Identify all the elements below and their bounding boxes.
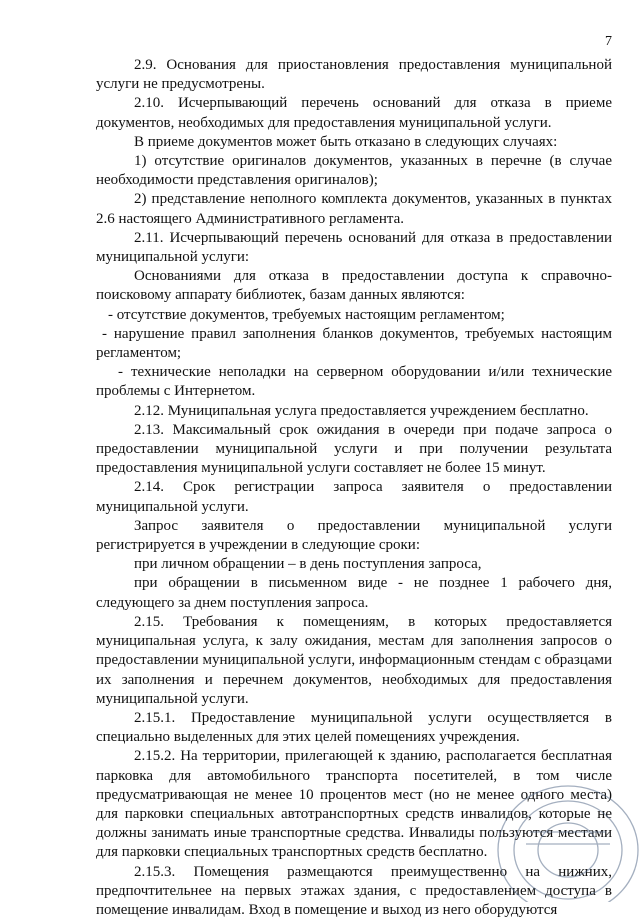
paragraph: при обращении в письменном виде - не позднее 1 рабочего дня, следующего за днем поступления запроса. (96, 575, 612, 611)
paragraph: - технические неполадки на серверном оборудовании и/или технические проблемы с Интернетом. (96, 364, 612, 400)
paragraph: - отсутствие документов, требуемых настоящим регламентом; (108, 306, 505, 323)
document-body (96, 56, 612, 920)
paragraph: Основаниями для отказа в предоставлении доступа к справочно-поисковому аппарату библиотек, базам данных являются: (96, 268, 612, 304)
paragraph: 2.15.1. Предоставление муниципальной услуги осуществляется в специально выделенных для этих целей помещениях учреждения. (96, 709, 612, 746)
paragraph: 2.15.3. Помещения размещаются преимущественно на нижних, предпочтительнее на первых этажах здания, с предоставлением доступа в помещение инвалидам. Вход в помещение и выход из него оборудуются (96, 863, 612, 918)
paragraph: 2.10. Исчерпывающий перечень оснований для отказа в приеме документов, необходимых для предоставления муниципальной услуги. (96, 95, 612, 131)
paragraph: 2) представление неполного комплекта документов, указанных в пунктах 2.6 настоящего Административного регламента. (96, 191, 612, 227)
paragraph: 2.12. Муниципальная услуга предоставляется учреждением бесплатно. (134, 402, 589, 419)
paragraph: 2.15.2. На территории, прилегающей к зданию, располагается бесплатная парковка для автомобильного транспорта посетителей, в том числе предусматривающая не менее 10 процентов мест (но не менее одного места) для парковки специальных автотранспортных средств инвалидов, которые не должны занимать иные транспортные средства. Инвалиды пользуются местами для парковки специальных транспортных средств бесплатно. (96, 748, 612, 861)
paragraph: 1) отсутствие оригиналов документов, указанных в перечне (в случае необходимости представления оригиналов); (96, 153, 612, 189)
paragraph: - нарушение правил заполнения бланков документов, требуемых настоящим регламентом; (96, 325, 612, 362)
paragraph: Запрос заявителя о предоставлении муниципальной услуги регистрируется в учреждении в следующие сроки: (96, 517, 612, 554)
paragraph: при личном обращении – в день поступления запроса, (134, 556, 482, 573)
paragraph: 2.9. Основания для приостановления предоставления муниципальной услуги не предусмотрены. (96, 57, 612, 93)
paragraph: 2.14. Срок регистрации запроса заявителя о предоставлении муниципальной услуги. (96, 479, 612, 515)
paragraph: 2.11. Исчерпывающий перечень оснований для отказа в предоставлении муниципальной услуги: (96, 229, 612, 266)
paragraph: В приеме документов может быть отказано в следующих случаях: (134, 133, 558, 150)
paragraph: 2.15. Требования к помещениям, в которых предоставляется муниципальная услуга, к залу ожидания, местам для заполнения запросов о предоставлении муниципальной услуги, информационным стендам с образцами их заполнения и перечнем документов, необходимых для предоставления муниципальной услуги. (96, 613, 612, 707)
page-number: 7 (605, 34, 612, 49)
paragraph: 2.13. Максимальный срок ожидания в очереди при подаче запроса о предоставлении муниципальной услуги и при получении результата предоставления муниципальной услуги составляет не более 15 минут. (96, 421, 612, 477)
